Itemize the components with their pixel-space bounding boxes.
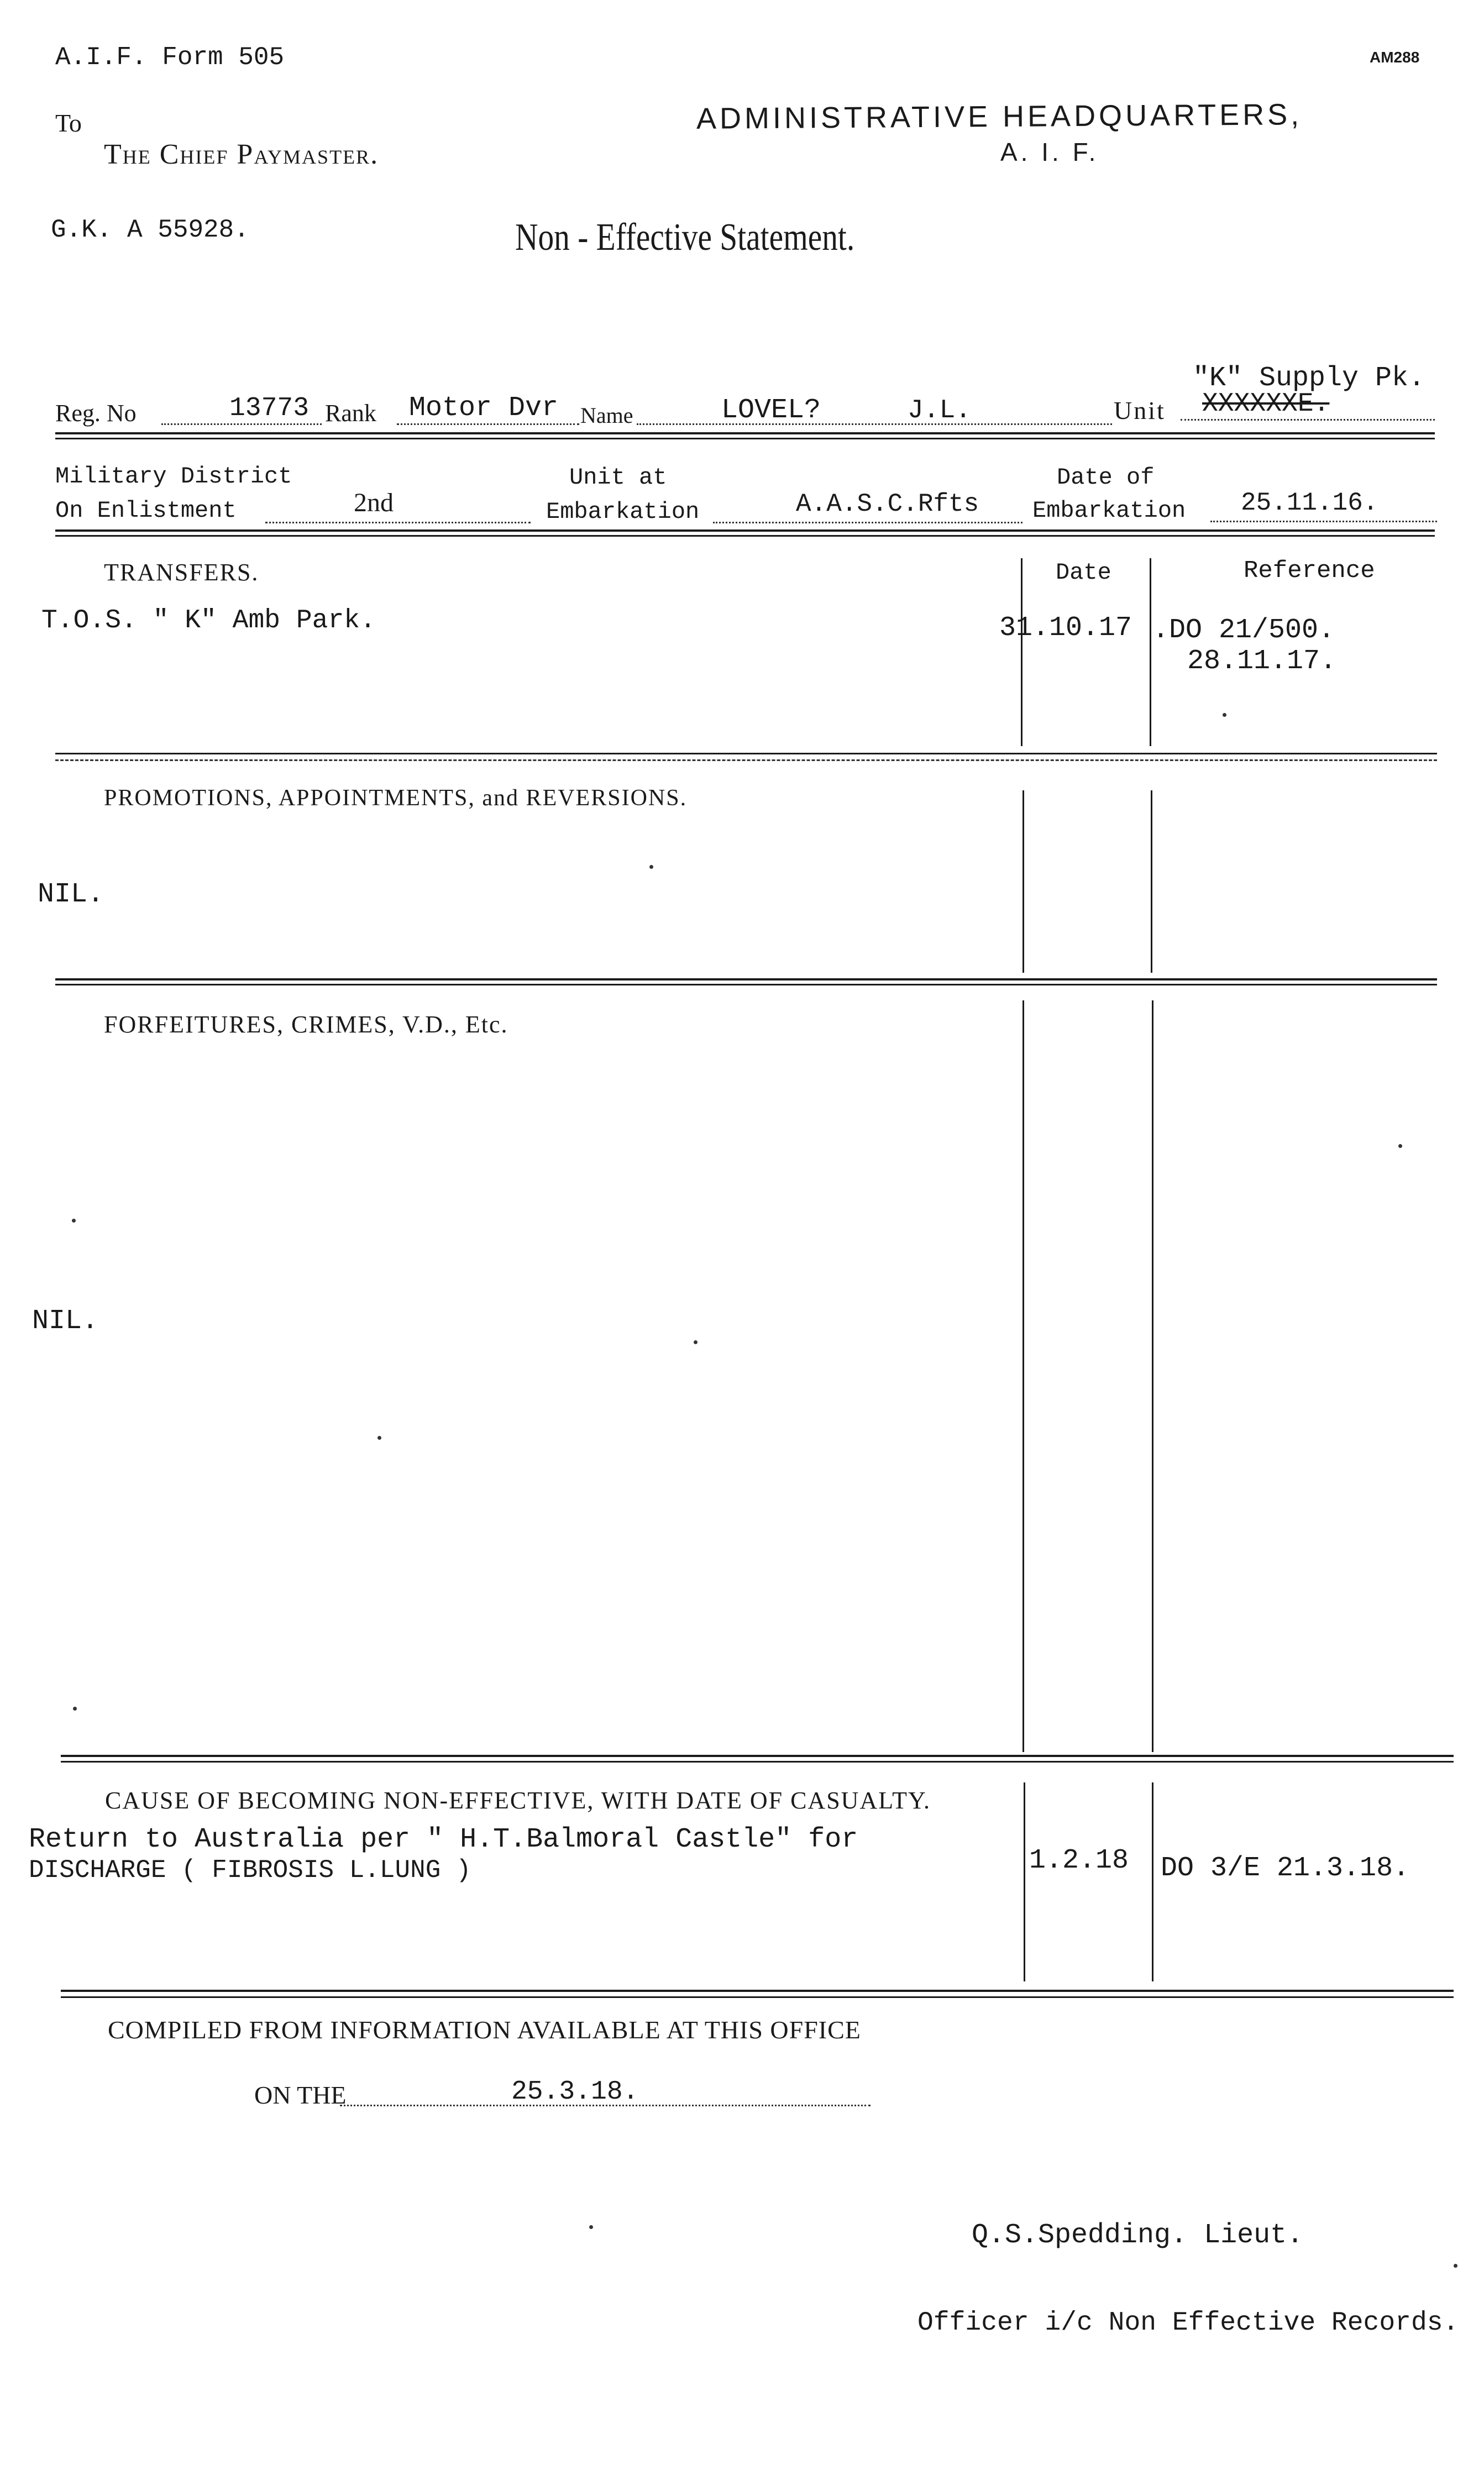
transfers-heading: TRANSFERS. <box>104 559 259 586</box>
date-column-divider-forfeitures <box>1022 1000 1024 1752</box>
date-embarkation-label-1: Date of <box>1057 464 1155 491</box>
reference-column-header: Reference <box>1244 557 1375 585</box>
rule-promotions-2 <box>55 984 1437 985</box>
scan-speck <box>377 1436 381 1440</box>
unit-embarkation-fill <box>713 522 1022 523</box>
date-column-divider-promotions <box>1022 790 1024 973</box>
rule-details-top-2 <box>55 438 1435 439</box>
cause-line-2: DISCHARGE ( FIBROSIS L.LUNG ) <box>29 1856 471 1885</box>
rule-cause-2 <box>61 1996 1454 1998</box>
military-district-label-2: On Enlistment <box>55 497 237 524</box>
military-district-fill <box>265 522 531 523</box>
scan-speck <box>73 1707 77 1711</box>
unit-label: Unit <box>1114 396 1166 424</box>
hq-line-1: ADMINISTRATIVE HEADQUARTERS, <box>696 98 1303 135</box>
to-label: To <box>55 109 82 137</box>
transfers-date: 31.10.17 <box>999 612 1132 644</box>
reg-no-fill <box>161 423 322 425</box>
scan-speck <box>589 2225 593 2229</box>
date-embarkation-value: 25.11.16. <box>1241 489 1378 517</box>
transfers-reference-2: 28.11.17. <box>1187 646 1337 677</box>
rule-details-top-1 <box>55 432 1435 434</box>
forfeitures-heading: FORFEITURES, CRIMES, V.D., Etc. <box>104 1011 508 1038</box>
reference-column-divider-transfers <box>1150 558 1151 746</box>
cause-date: 1.2.18 <box>1029 1845 1129 1876</box>
forfeitures-entry: NIL. <box>32 1305 99 1337</box>
reg-no-label: Reg. No <box>55 400 137 427</box>
unit-amendment: "K" Supply Pk. <box>1193 363 1425 394</box>
archive-stamp: AM288 <box>1370 49 1420 66</box>
rank-label: Rank <box>325 400 376 427</box>
rank-value: Motor Dvr <box>409 392 559 424</box>
rule-forfeitures-2 <box>61 1761 1454 1763</box>
addressee: The Chief Paymaster. <box>104 139 379 170</box>
unit-embarkation-label-2: Embarkation <box>546 499 700 525</box>
reference-column-divider-promotions <box>1151 790 1152 973</box>
military-district-value: 2nd <box>354 488 394 517</box>
reference-column-divider-forfeitures <box>1152 1000 1153 1752</box>
compiled-statement: COMPILED FROM INFORMATION AVAILABLE AT THIS OFFICE <box>108 2016 861 2044</box>
rule-details-bottom-2 <box>55 535 1435 537</box>
officer-title: Officer i/c Non Effective Records. <box>917 2308 1459 2338</box>
date-column-header: Date <box>1056 559 1111 586</box>
rule-cause-1 <box>61 1990 1454 1992</box>
scan-speck <box>1223 713 1226 717</box>
rule-transfers-2 <box>55 759 1437 761</box>
scan-speck <box>72 1219 76 1223</box>
initials-value: J.L. <box>908 396 972 426</box>
name-fill <box>637 423 1112 425</box>
date-column-divider-transfers <box>1021 558 1022 746</box>
transfers-entry: T.O.S. " K" Amb Park. <box>41 606 376 636</box>
surname-value: LOVEL? <box>721 395 821 426</box>
rule-details-bottom-1 <box>55 529 1435 532</box>
unit-embarkation-label-1: Unit at <box>569 464 667 491</box>
rule-promotions-1 <box>55 978 1437 980</box>
scan-speck <box>1454 2264 1457 2268</box>
file-reference: G.K. A 55928. <box>51 216 249 244</box>
transfers-reference-1: .DO 21/500. <box>1152 615 1335 646</box>
rule-forfeitures-1 <box>61 1755 1454 1757</box>
reg-no-value: 13773 <box>229 394 310 423</box>
reference-column-divider-cause <box>1152 1782 1153 1981</box>
military-district-label-1: Military District <box>55 463 292 490</box>
unit-struck-value: XXXXXXE. <box>1202 389 1330 419</box>
promotions-heading: PROMOTIONS, APPOINTMENTS, and REVERSIONS. <box>104 785 688 811</box>
signature: Q.S.Spedding. Lieut. <box>972 2220 1304 2251</box>
cause-line-1: Return to Australia per " H.T.Balmoral Castle" for <box>29 1824 858 1855</box>
scan-speck <box>649 865 653 869</box>
scan-speck <box>694 1340 698 1344</box>
rule-transfers-1 <box>55 753 1437 754</box>
promotions-entry: NIL. <box>38 879 104 910</box>
page-title: Non - Effective Statement. <box>515 216 855 259</box>
date-column-divider-cause <box>1024 1782 1025 1981</box>
cause-reference: DO 3/E 21.3.18. <box>1161 1853 1410 1884</box>
on-the-label: ON THE <box>254 2081 347 2109</box>
date-embarkation-label-2: Embarkation <box>1032 497 1186 524</box>
hq-line-2: A. I. F. <box>1000 138 1099 166</box>
unit-embarkation-value: A.A.S.C.Rfts <box>796 490 979 518</box>
form-number: A.I.F. Form 505 <box>55 43 285 72</box>
scan-speck <box>1398 1144 1402 1148</box>
unit-fill <box>1181 419 1435 421</box>
date-embarkation-fill <box>1210 521 1437 522</box>
name-label: Name <box>580 403 633 428</box>
cause-heading: CAUSE OF BECOMING NON-EFFECTIVE, WITH DATE OF CASUALTY. <box>105 1787 931 1814</box>
compiled-date: 25.3.18. <box>511 2077 639 2107</box>
